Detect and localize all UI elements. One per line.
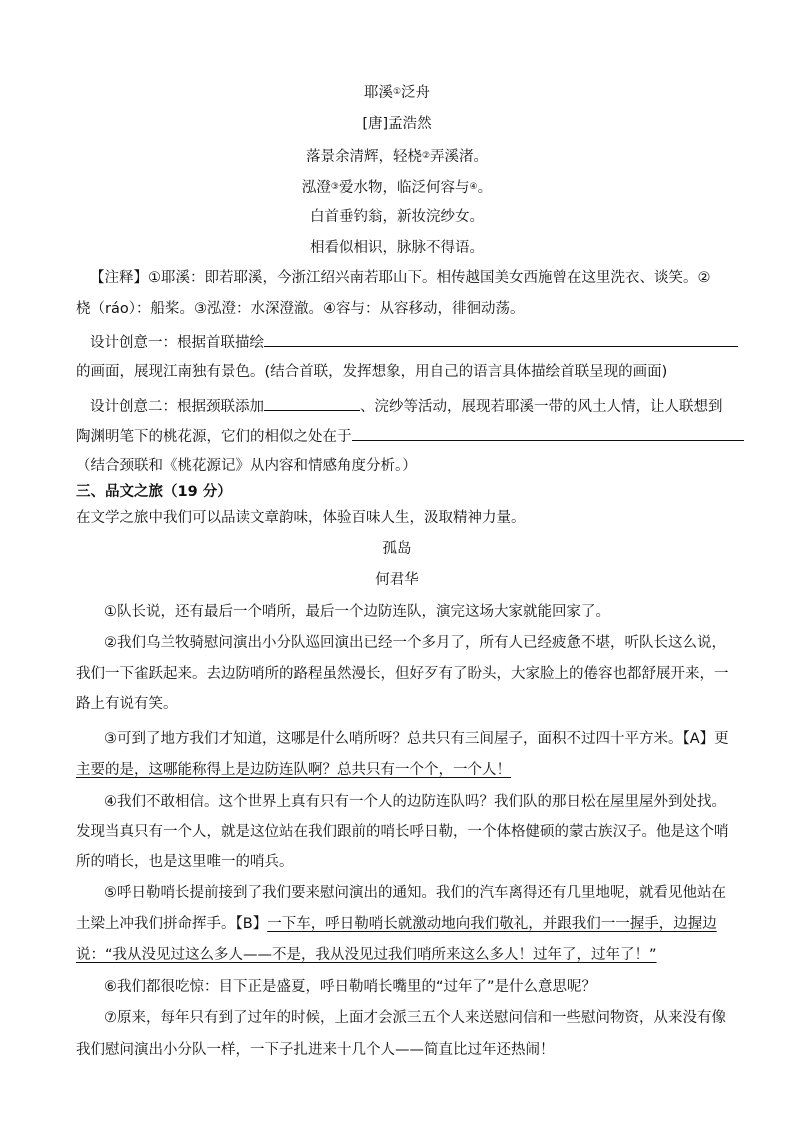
- poem-title-text: 泛舟: [401, 85, 431, 101]
- poem-text: 泓澄: [301, 180, 331, 196]
- article-author: 何君华: [375, 572, 419, 588]
- footnote-marker: ④: [469, 182, 478, 192]
- notes-line-2: 桡（ráo）：船桨。③泓澄：水深澄澈。④容与：从容移动，徘徊动荡。: [76, 301, 525, 317]
- section-heading: 三、品文之旅（19 分）: [76, 484, 232, 500]
- paragraph-6: ⑥我们都很吃惊：目下正是盛夏，呼日勒哨长嘴里的“过年了”是什么意思呢？: [104, 979, 597, 995]
- paragraph-3-line-2: 主要的是，这哪能称得上是边防连队啊？总共只有一个个，一个人！: [76, 762, 511, 778]
- poem-title-text: 耶溪: [363, 85, 393, 101]
- paragraph-2-line-1: ②我们乌兰牧骑慰问演出小分队巡回演出已经一个多月了，所有人已经疲惫不堪，听队长这么说，: [104, 635, 726, 651]
- design-two-prompt: 设计创意二：根据颈联添加: [90, 399, 264, 415]
- poem-text: 落景余清辉，轻桡: [305, 149, 422, 165]
- answer-blank[interactable]: [352, 426, 744, 441]
- design-two-line-1: [90, 396, 723, 417]
- poem-line-2: [0, 177, 794, 198]
- design-two-line-2: [76, 426, 744, 447]
- poem-line-1: [0, 146, 794, 167]
- design-one-prompt: 设计创意一：根据首联描绘: [90, 335, 264, 351]
- paragraph-5-line-3: 说：“我从没见过这么多人——不是，我从没见过我们哨所来这么多人！过年了，过年了！”: [76, 947, 657, 963]
- poem-text: 。: [477, 180, 493, 196]
- paragraph-7-line-2: 我们慰问演出小分队一样，一下子扎进来十几个人——简直比过年还热闹！: [76, 1042, 555, 1058]
- paragraph-text: 土梁上冲我们拼命挥手。【B】: [76, 916, 268, 932]
- paragraph-4-line-2: 发现当真只有一个人，就是这位站在我们跟前的哨长呼日勒，一个体格健硕的蒙古族汉子。他是这个哨: [76, 824, 729, 840]
- paragraph-5-line-2: [76, 914, 717, 934]
- footnote-marker: ①: [392, 87, 402, 97]
- paragraph-7-line-1: ⑦原来，每年只有到了过年的时候，上面才会派三五个人来送慰问信和一些慰问物资，从来没有像: [104, 1010, 726, 1026]
- underlined-text: 一下车，呼日勒哨长就激动地向我们敬礼，并跟我们一一握手，边握边: [267, 916, 717, 932]
- paragraph-4-line-3: 所的哨长，也是这里唯一的哨兵。: [76, 854, 294, 870]
- footnote-marker: ③: [330, 182, 339, 192]
- section-intro: 在文学之旅中我们可以品读文章韵味，体验百味人生，汲取精神力量。: [76, 510, 526, 526]
- paragraph-5-line-1: ⑤呼日勒哨长提前接到了我们要来慰问演出的通知。我们的汽车离得还有几里地呢，就看见他站在: [104, 885, 726, 901]
- paragraph-2-line-2: 我们一下雀跃起来。去边防哨所的路程虽然漫长，但好歹有了盼头，大家脸上的倦容也都舒展开来，一: [76, 666, 729, 682]
- design-one-line-1: [90, 332, 738, 353]
- poem-text: 弄溪渚。: [430, 149, 489, 165]
- paragraph-2-line-3: 路上有说有笑。: [76, 696, 178, 712]
- design-two-prompt: 、浣纱等活动，展现若耶溪一带的风土人情，让人联想到: [360, 399, 723, 415]
- notes-line-1: 【注释】①耶溪：即若耶溪，今浙江绍兴南若耶山下。相传越国美女西施曾在这里洗衣、谈笑。②: [90, 270, 711, 286]
- design-one-line-2: 的画面，展现江南独有景色。(结合首联，发挥想象，用自己的语言具体描绘首联呈现的画面): [76, 364, 668, 380]
- paragraph-1: ①队长说，还有最后一个哨所，最后一个边防连队，演完这场大家就能回家了。: [104, 604, 610, 620]
- poem-line-3: 白首垂钓翁，新妆浣纱女。: [310, 209, 484, 225]
- design-two-prompt: 陶渊明笔下的桃花源，它们的相似之处在于: [76, 429, 352, 445]
- answer-blank[interactable]: [264, 332, 738, 347]
- paragraph-3-line-1: ③可到了地方我们才知道，这哪是什么哨所呀？总共只有三间屋子，面积不过四十平方米。【A】更: [104, 731, 729, 747]
- answer-blank[interactable]: [264, 396, 360, 411]
- design-two-line-3: （结合颈联和《桃花源记》从内容和情感角度分析。）: [76, 458, 417, 474]
- footnote-marker: ②: [421, 151, 431, 161]
- poem-title: [0, 82, 794, 103]
- paragraph-4-line-1: ④我们不敢相信。这个世界上真有只有一个人的边防连队吗？我们队的那日松在屋里屋外到处找。: [104, 794, 726, 810]
- article-title: 孤岛: [382, 541, 412, 557]
- poem-author: [唐]孟浩然: [362, 116, 432, 132]
- poem-text: 爱水物，临泛何容与: [339, 180, 470, 196]
- poem-line-4: 相看似相识，脉脉不得语。: [310, 240, 484, 256]
